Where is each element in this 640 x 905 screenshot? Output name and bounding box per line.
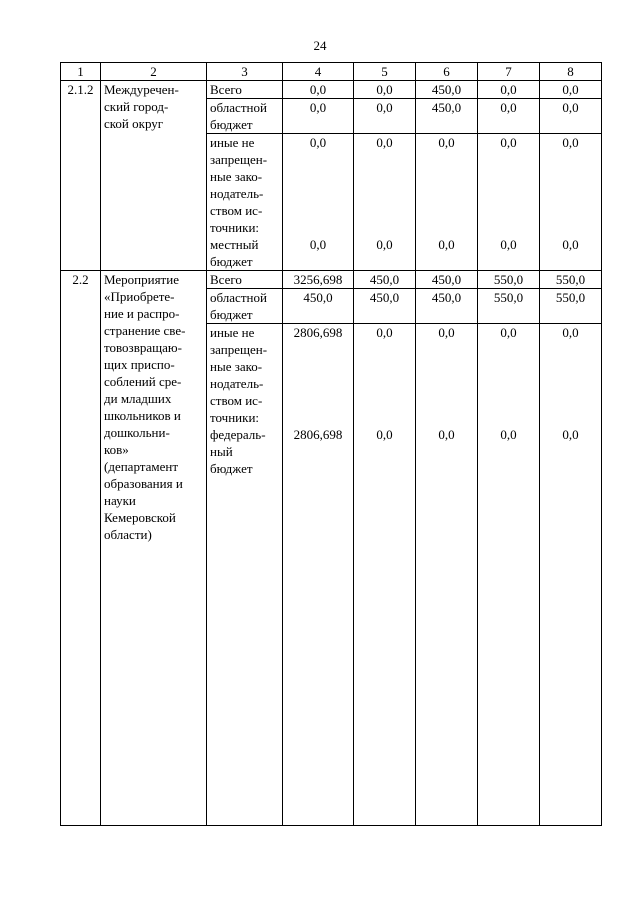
header-cell: 3	[207, 63, 283, 81]
value: 0,0	[438, 135, 455, 150]
value-cell	[354, 324, 416, 826]
funding-source: Всего	[207, 81, 283, 99]
item-name: Междуречен- ский город- ской округ	[101, 81, 207, 271]
value-cell: 450,0	[416, 289, 478, 324]
sub-value: 0,0	[376, 237, 393, 252]
funding-source-cell	[207, 324, 283, 826]
value-cell: 0,0	[478, 81, 540, 99]
budget-table	[60, 62, 602, 826]
sub-value: 0,0	[562, 237, 579, 252]
value-cell: 450,0	[283, 289, 354, 324]
value-cell: 550,0	[540, 289, 602, 324]
sub-value: 0,0	[500, 237, 517, 252]
header-cell: 7	[478, 63, 540, 81]
value-cell: 0,0	[540, 99, 602, 134]
value-cell	[540, 324, 602, 826]
value-cell	[283, 324, 354, 826]
header-cell: 1	[61, 63, 101, 81]
sub-value: 0,0	[376, 427, 393, 442]
sub-value: 0,0	[438, 237, 455, 252]
value: 0,0	[500, 135, 517, 150]
table-header-row	[61, 63, 602, 81]
value-cell: 0,0	[478, 99, 540, 134]
table-row	[61, 271, 602, 289]
sub-value: 0,0	[438, 427, 455, 442]
value: 0,0	[500, 325, 517, 340]
value-cell: 450,0	[354, 271, 416, 289]
value-cell	[416, 134, 478, 271]
value-cell: 0,0	[354, 99, 416, 134]
sub-value: 0,0	[500, 427, 517, 442]
item-number: 2.2	[61, 271, 101, 826]
header-cell: 5	[354, 63, 416, 81]
value: 2806,698	[293, 325, 343, 340]
value: 0,0	[309, 135, 327, 150]
sub-value: 2806,698	[293, 427, 343, 442]
value-cell: 450,0	[416, 99, 478, 134]
value-cell: 3256,698	[283, 271, 354, 289]
header-cell: 8	[540, 63, 602, 81]
value-cell: 0,0	[354, 81, 416, 99]
header-cell: 6	[416, 63, 478, 81]
value-cell: 0,0	[540, 81, 602, 99]
value-cell: 450,0	[354, 289, 416, 324]
value-cell	[354, 134, 416, 271]
funding-sub-source: федераль- ный бюджет	[210, 427, 266, 476]
header-cell: 4	[283, 63, 354, 81]
value: 0,0	[376, 135, 393, 150]
sub-value: 0,0	[309, 237, 327, 252]
value-cell	[283, 134, 354, 271]
funding-source: иные не запрещен- ные зако- нодатель- ством ис- точники:	[210, 135, 268, 235]
funding-sub-source: местный бюджет	[210, 237, 259, 269]
value: 0,0	[376, 325, 393, 340]
item-number: 2.1.2	[61, 81, 101, 271]
value-cell	[540, 134, 602, 271]
value-cell: 550,0	[540, 271, 602, 289]
value-cell: 550,0	[478, 271, 540, 289]
funding-source: областной бюджет	[207, 99, 283, 134]
value-cell	[416, 324, 478, 826]
funding-source: иные не запрещен- ные зако- нодатель- ством ис- точники:	[210, 325, 268, 425]
value-cell: 450,0	[416, 81, 478, 99]
value-cell: 0,0	[283, 81, 354, 99]
value-cell	[478, 324, 540, 826]
header-cell: 2	[101, 63, 207, 81]
value-cell	[478, 134, 540, 271]
funding-source-cell	[207, 134, 283, 271]
value: 0,0	[438, 325, 455, 340]
value-cell: 450,0	[416, 271, 478, 289]
value-cell: 0,0	[283, 99, 354, 134]
funding-source: областной бюджет	[207, 289, 283, 324]
funding-source: Всего	[207, 271, 283, 289]
item-name: Мероприятие «Приобрете- ние и распро- странение све- товозвращаю- щих приспо- соблений сре- ди младших школьников и дошкольни- ков» (департамент образования и науки Кемеровской области)	[101, 271, 207, 826]
sub-value: 0,0	[562, 427, 579, 442]
value: 0,0	[562, 135, 579, 150]
value: 0,0	[562, 325, 579, 340]
table-row	[61, 81, 602, 99]
page-number: 24	[313, 38, 327, 53]
value-cell: 550,0	[478, 289, 540, 324]
